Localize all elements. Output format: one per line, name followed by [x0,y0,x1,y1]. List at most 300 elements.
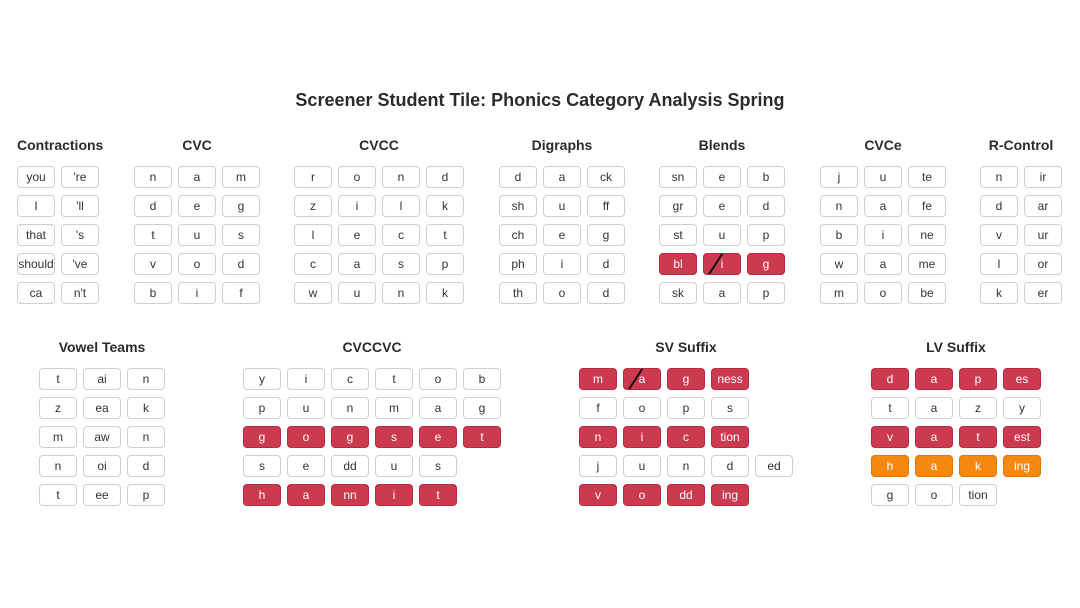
tile-label: d [726,459,734,473]
category-r-control [980,137,1062,312]
phonics-tile[interactable] [382,282,420,304]
tile-row [243,368,501,390]
tile-label: ai [97,372,107,386]
tile-label: o [879,286,887,300]
phonics-tile[interactable] [426,166,464,188]
tile-row [871,426,1041,448]
tile-row [659,253,785,275]
phonics-tile[interactable] [419,426,457,448]
tile-label: t [56,488,60,502]
phonics-tile[interactable] [579,368,617,390]
tile-row [579,455,793,477]
category-title: CVCC [359,137,399,153]
phonics-tile[interactable] [908,195,946,217]
phonics-tile[interactable] [499,253,537,275]
phonics-tile[interactable] [61,166,99,188]
phonics-tile[interactable] [871,426,909,448]
tile-label: z [975,401,981,415]
phonics-tile[interactable] [127,484,165,506]
category-title: Contractions [17,137,104,153]
phonics-tile[interactable] [287,455,325,477]
phonics-tile[interactable] [375,426,413,448]
tile-label: l [399,199,403,213]
phonics-tile[interactable] [579,484,617,506]
phonics-tile[interactable] [499,195,537,217]
phonics-tile[interactable] [222,195,260,217]
tile-label: n't [73,286,87,300]
phonics-tile[interactable] [980,195,1018,217]
tile-row [134,282,260,304]
phonics-tile[interactable] [419,397,457,419]
tile-label: f [239,286,243,300]
phonics-tile[interactable] [61,253,99,275]
phonics-tile[interactable] [222,224,260,246]
phonics-tile[interactable] [294,224,332,246]
tile-row [39,397,165,419]
phonics-tile[interactable] [127,368,165,390]
phonics-tile[interactable] [543,166,581,188]
phonics-tile[interactable] [703,195,741,217]
phonics-tile[interactable] [426,195,464,217]
tile-label: d [886,372,894,386]
phonics-tile[interactable] [915,426,953,448]
tile-label: k [996,286,1002,300]
tile-label: ar [1037,199,1049,213]
phonics-tile[interactable] [959,368,997,390]
phonics-tile[interactable] [703,224,741,246]
phonics-tile[interactable] [39,368,77,390]
tile-label: v [996,228,1002,242]
phonics-tile[interactable] [864,224,902,246]
phonics-tile[interactable] [587,166,625,188]
phonics-tile[interactable] [382,195,420,217]
phonics-tile[interactable] [331,368,369,390]
tile-label: ing [1013,459,1030,473]
phonics-tile[interactable] [178,224,216,246]
tile-row [579,426,793,448]
phonics-tile[interactable] [338,282,376,304]
phonics-tile[interactable] [1003,426,1041,448]
tile-label: b [478,372,486,386]
tile-row [980,282,1062,304]
category-title: Vowel Teams [58,339,146,355]
phonics-tile[interactable] [1024,166,1062,188]
phonics-tile[interactable] [426,282,464,304]
phonics-tile[interactable] [1003,397,1041,419]
phonics-tile[interactable] [294,166,332,188]
phonics-tile[interactable] [127,397,165,419]
tile-label: d [602,286,610,300]
phonics-tile[interactable] [338,224,376,246]
phonics-tile[interactable] [61,195,99,217]
phonics-tile[interactable] [243,455,281,477]
tile-row [820,166,946,188]
tile-row [134,253,260,275]
phonics-tile[interactable] [711,484,749,506]
tile-row [294,166,464,188]
phonics-tile[interactable] [543,224,581,246]
tile-label: a [558,170,566,184]
phonics-tile[interactable] [1024,282,1062,304]
tile-row [980,166,1062,188]
tile-row [39,484,165,506]
phonics-tile[interactable] [222,282,260,304]
tile-label: a [879,257,887,271]
phonics-tile[interactable] [17,166,55,188]
phonics-tile[interactable] [1024,253,1062,275]
tile-label: e [434,430,442,444]
tile-label: st [673,228,683,242]
phonics-tile[interactable] [820,166,858,188]
phonics-tile[interactable] [463,368,501,390]
phonics-tile[interactable] [83,397,121,419]
tile-label: ch [511,228,525,242]
tile-row [871,397,1041,419]
phonics-tile[interactable] [871,397,909,419]
tile-row [243,426,501,448]
tile-label: e [353,228,361,242]
tile-row [499,253,625,275]
tile-row [980,224,1062,246]
phonics-tile[interactable] [499,224,537,246]
phonics-tile[interactable] [711,368,749,390]
phonics-tile[interactable] [587,282,625,304]
phonics-tile[interactable] [820,224,858,246]
phonics-tile[interactable] [83,426,121,448]
tile-label: d [602,257,610,271]
tile-label: i [195,286,199,300]
phonics-tile[interactable] [1003,455,1041,477]
phonics-tile[interactable] [375,397,413,419]
phonics-tile[interactable] [419,368,457,390]
phonics-tile[interactable] [908,224,946,246]
phonics-tile[interactable] [747,166,785,188]
phonics-tile[interactable] [579,426,617,448]
phonics-tile[interactable] [959,455,997,477]
phonics-tile[interactable] [864,166,902,188]
tile-label: n [142,372,150,386]
tile-label: j [837,170,841,184]
phonics-tile[interactable] [338,253,376,275]
tile-label: m [236,170,246,184]
phonics-tile[interactable] [959,397,997,419]
tile-label: e [193,199,201,213]
tile-row [820,282,946,304]
phonics-tile[interactable] [178,282,216,304]
tile-row [659,166,785,188]
phonics-tile[interactable] [331,455,369,477]
tile-label: n [682,459,690,473]
phonics-tile[interactable] [703,166,741,188]
phonics-tile[interactable] [17,253,55,275]
phonics-tile[interactable] [908,282,946,304]
phonics-tile[interactable] [419,455,457,477]
phonics-tile[interactable] [623,426,661,448]
phonics-tile[interactable] [1024,195,1062,217]
tile-label: 's [75,228,85,242]
tile-label: d [142,459,150,473]
tile-label: u [558,199,566,213]
phonics-tile[interactable] [134,195,172,217]
phonics-tile[interactable] [134,166,172,188]
phonics-tile[interactable] [375,368,413,390]
tile-label: 've [72,257,88,271]
phonics-tile[interactable] [659,282,697,304]
tile-label: t [480,430,484,444]
phonics-tile[interactable] [294,282,332,304]
tile-label: sh [511,199,525,213]
phonics-tile[interactable] [747,253,785,275]
phonics-tile[interactable] [243,368,281,390]
tile-label: tion [968,488,988,502]
phonics-tile[interactable] [959,426,997,448]
tile-label: you [26,170,46,184]
phonics-tile[interactable] [864,195,902,217]
tile-label: n [346,401,354,415]
phonics-tile[interactable] [703,253,741,275]
tile-label: a [193,170,201,184]
phonics-tile[interactable] [980,224,1018,246]
phonics-tile[interactable] [463,426,501,448]
tile-label: n [397,170,405,184]
phonics-tile[interactable] [667,368,705,390]
tile-label: u [193,228,201,242]
tile-label: sk [672,286,684,300]
phonics-tile[interactable] [980,253,1018,275]
phonics-tile[interactable] [667,426,705,448]
phonics-tile[interactable] [543,253,581,275]
tile-label: e [558,228,566,242]
tile-label: t [888,401,892,415]
phonics-tile[interactable] [915,397,953,419]
phonics-tile[interactable] [134,282,172,304]
tile-label: er [1037,286,1049,300]
tile-row [820,195,946,217]
phonics-tile[interactable] [623,484,661,506]
tile-label: th [512,286,523,300]
phonics-tile[interactable] [499,166,537,188]
category-cvce [820,137,946,312]
phonics-tile[interactable] [543,282,581,304]
tile-row [579,484,793,506]
phonics-tile[interactable] [426,253,464,275]
phonics-tile[interactable] [463,397,501,419]
phonics-tile[interactable] [39,484,77,506]
phonics-tile[interactable] [543,195,581,217]
phonics-tile[interactable] [711,426,749,448]
tile-label: g [886,488,894,502]
tile-row [579,397,793,419]
tile-row [243,455,501,477]
phonics-tile[interactable] [17,224,55,246]
phonics-tile[interactable] [134,224,172,246]
phonics-tile[interactable] [980,166,1018,188]
tile-label: bl [673,257,683,271]
tile-label: v [595,488,601,502]
category-sv-suffix [579,339,793,514]
phonics-tile[interactable] [864,253,902,275]
phonics-tile[interactable] [659,253,697,275]
phonics-tile[interactable] [915,455,953,477]
tile-row [294,253,464,275]
phonics-tile[interactable] [426,224,464,246]
phonics-tile[interactable] [287,397,325,419]
phonics-tile[interactable] [294,253,332,275]
phonics-tile[interactable] [61,282,99,304]
phonics-tile[interactable] [915,368,953,390]
tile-label: a [718,286,726,300]
tile-label: i [355,199,359,213]
tile-label: z [310,199,316,213]
tile-row [659,195,785,217]
phonics-tile[interactable] [587,195,625,217]
tile-label: o [638,401,646,415]
phonics-tile[interactable] [419,484,457,506]
tile-label: k [442,199,448,213]
phonics-tile[interactable] [178,166,216,188]
tile-label: m [834,286,844,300]
category-title: CVCCVC [342,339,402,355]
phonics-tile[interactable] [127,455,165,477]
tile-label: a [930,372,938,386]
tile-label: t [976,430,980,444]
phonics-tile[interactable] [587,224,625,246]
phonics-tile[interactable] [1003,368,1041,390]
phonics-tile[interactable] [331,397,369,419]
phonics-tile[interactable] [820,195,858,217]
tile-row [39,455,165,477]
phonics-tile[interactable] [287,426,325,448]
phonics-tile[interactable] [755,455,793,477]
tile-label: m [389,401,399,415]
phonics-tile[interactable] [1024,224,1062,246]
category-title: Blends [698,137,746,153]
phonics-tile[interactable] [375,484,413,506]
tile-label: y [1019,401,1025,415]
tile-label: e [718,199,726,213]
phonics-tile[interactable] [711,455,749,477]
phonics-tile[interactable] [711,397,749,419]
phonics-tile[interactable] [83,484,121,506]
phonics-tile[interactable] [864,282,902,304]
phonics-tile[interactable] [703,282,741,304]
tile-label: ness [717,372,743,386]
phonics-tile[interactable] [623,397,661,419]
category-cvc [134,137,260,312]
phonics-tile[interactable] [39,397,77,419]
tile-label: d [514,170,522,184]
phonics-tile[interactable] [587,253,625,275]
phonics-tile[interactable] [908,166,946,188]
phonics-tile[interactable] [382,166,420,188]
phonics-tile[interactable] [375,455,413,477]
phonics-tile[interactable] [178,195,216,217]
phonics-tile[interactable] [83,455,121,477]
phonics-tile[interactable] [659,224,697,246]
category-blends [659,137,785,312]
phonics-tile[interactable] [222,253,260,275]
phonics-tile[interactable] [959,484,997,506]
tile-label: p [142,488,150,502]
phonics-tile[interactable] [17,282,55,304]
tile-label: ck [600,170,612,184]
tile-label: i [881,228,885,242]
phonics-tile[interactable] [222,166,260,188]
tile-label: u [718,228,726,242]
phonics-tile[interactable] [338,166,376,188]
phonics-tile[interactable] [331,484,369,506]
phonics-tile[interactable] [623,368,661,390]
tile-label: u [390,459,398,473]
phonics-tile[interactable] [747,224,785,246]
phonics-tile[interactable] [127,426,165,448]
phonics-tile[interactable] [623,455,661,477]
phonics-tile[interactable] [61,224,99,246]
phonics-tile[interactable] [382,224,420,246]
category-title: LV Suffix [926,339,986,355]
phonics-tile[interactable] [579,455,617,477]
tile-label: r [311,170,315,184]
phonics-tile[interactable] [747,195,785,217]
phonics-tile[interactable] [980,282,1018,304]
tile-label: c [683,430,689,444]
tile-label: ur [1037,228,1049,242]
phonics-tile[interactable] [287,368,325,390]
phonics-tile[interactable] [667,455,705,477]
tile-label: o [302,430,310,444]
phonics-tile[interactable] [243,397,281,419]
phonics-tile[interactable] [915,484,953,506]
phonics-tile[interactable] [39,455,77,477]
phonics-tile[interactable] [820,282,858,304]
phonics-tile[interactable] [499,282,537,304]
phonics-tile[interactable] [871,455,909,477]
tile-label: 'll [76,199,84,213]
phonics-tile[interactable] [243,484,281,506]
tile-label: d [762,199,770,213]
tile-label: ee [95,488,109,502]
phonics-tile[interactable] [178,253,216,275]
phonics-tile[interactable] [17,195,55,217]
phonics-tile[interactable] [287,484,325,506]
tile-label: m [593,372,603,386]
phonics-tile[interactable] [294,195,332,217]
phonics-tile[interactable] [908,253,946,275]
phonics-tile[interactable] [382,253,420,275]
tile-label: f [596,401,600,415]
phonics-tile[interactable] [243,426,281,448]
tile-row [39,368,165,390]
tile-label: o [638,488,646,502]
phonics-tile[interactable] [39,426,77,448]
phonics-tile[interactable] [659,166,697,188]
phonics-tile[interactable] [667,484,705,506]
phonics-tile[interactable] [579,397,617,419]
tile-row [499,282,625,304]
phonics-tile[interactable] [659,195,697,217]
phonics-tile[interactable] [871,484,909,506]
phonics-tile[interactable] [134,253,172,275]
phonics-tile[interactable] [338,195,376,217]
phonics-tile[interactable] [820,253,858,275]
phonics-tile[interactable] [331,426,369,448]
phonics-tile[interactable] [747,282,785,304]
phonics-tile[interactable] [871,368,909,390]
phonics-tile[interactable] [667,397,705,419]
tile-label: a [879,199,887,213]
phonics-tile[interactable] [83,368,121,390]
tile-label: z [55,401,61,415]
